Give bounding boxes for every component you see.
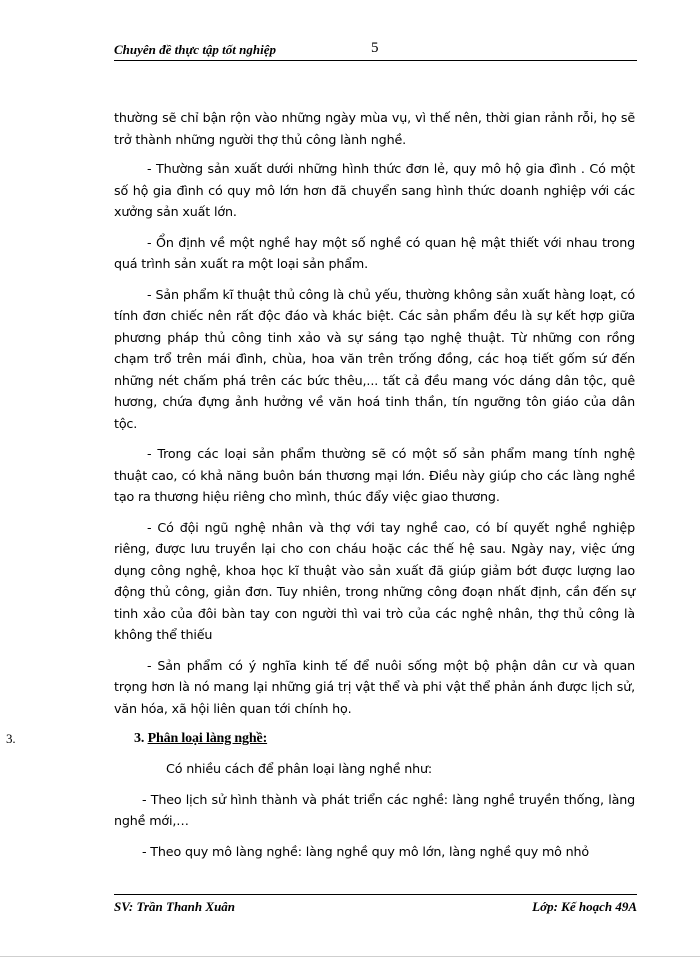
header-title: Chuyên đề thực tập tốt nghiệp (114, 42, 276, 57)
page-number: 5 (371, 40, 379, 56)
section-number: 3. (134, 731, 145, 746)
bullet-paragraph: - Có đội ngũ nghệ nhân và thợ với tay nghề cao, có bí quyết nghề nghiệp riêng, được lưu truyền lại cho con cháu hoặc các thế hệ sau. Ngày nay, việc ứng dụng công nghệ, khoa học kĩ thuật vào sản xuất đã giúp giảm bớt được lượng lao động thủ công, giản đơn. Tuy nhiên, trong những công đoạn nhất định, cần đến sự tinh xảo của đôi bàn tay con người thì vai trò của các nghệ nhân, thợ thủ công là không thể thiếu (114, 519, 635, 642)
outline-number: 3. (6, 731, 16, 746)
bullet-paragraph: - Ổn định về một nghề hay một số nghề có quan hệ mật thiết với nhau trong quá trình sản xuất ra một loại sản phẩm. (114, 234, 635, 271)
footer-author: SV: Trần Thanh Xuân (114, 899, 236, 914)
page-edge-divider (0, 956, 700, 957)
bullet-paragraph: - Sản phẩm có ý nghĩa kinh tế để nuôi sống một bộ phận dân cư và quan trọng hơn là nó mang lại những giá trị vật thể và phi vật thể phản ánh được lịch sử, văn hóa, xã hội liên quan tới chính họ. (114, 657, 635, 716)
paragraph: Có nhiều cách để phân loại làng nghề như: (166, 761, 433, 776)
paragraph: thường sẽ chỉ bận rộn vào những ngày mùa vụ, vì thế nên, thời gian rảnh rỗi, họ sẽ trở thành những người thợ thủ công lành nghề. (114, 110, 635, 147)
bullet-paragraph: - Theo quy mô làng nghề: làng nghề quy mô lớn, làng nghề quy mô nhỏ (142, 843, 590, 859)
page-footer (114, 894, 637, 915)
bullet-paragraph: - Sản phẩm kĩ thuật thủ công là chủ yếu, thường không sản xuất hàng loạt, có tính đơn chiếc nên rất độc đáo và khác biệt. Các sản phẩm đều là sự kết hợp giữa phương pháp thủ công tinh xảo và sự sáng tạo nghệ thuật. Từ những con rồng chạm trổ trên mái đình, chùa, hoa văn trên trống đồng, các hoạ tiết gốm sứ đến những nét chấm phá trên các bức thêu,... tất cả đều mang vóc dáng dân tộc, quê hương, chứa đựng ảnh hưởng về văn hoá tinh thần, tín ngưỡng tôn giáo của dân tộc. (114, 286, 635, 431)
bullet-paragraph: - Theo lịch sử hình thành và phát triển các nghề: làng nghề truyền thống, làng nghề mới,… (114, 791, 635, 828)
footer-class: Lớp: Kế hoạch 49A (532, 899, 637, 914)
section-heading-row (6, 728, 635, 750)
bullet-paragraph: - Thường sản xuất dưới những hình thức đơn lẻ, quy mô hộ gia đình . Có một số hộ gia đình có quy mô lớn hơn đã chuyển sang hình thức doanh nghiệp với các xưởng sản xuất lớn. (114, 161, 635, 219)
bullet-paragraph: - Trong các loại sản phẩm thường sẽ có một số sản phẩm mang tính nghệ thuật cao, có khả năng buôn bán thương mại lớn. Điều này giúp cho các làng nghề tạo ra thương hiệu riêng cho mình, thúc đẩy việc giao thương. (114, 446, 635, 504)
section-heading (134, 728, 267, 750)
section-title: Phân loại làng nghề: (147, 731, 268, 746)
page-header (114, 42, 637, 61)
document-body (6, 107, 635, 871)
